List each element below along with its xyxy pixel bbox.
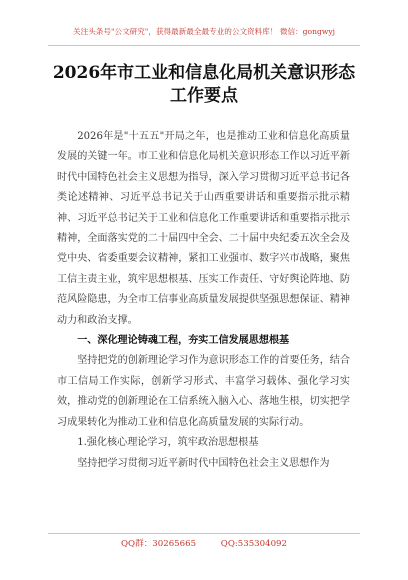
title-line-2: 工作要点 bbox=[170, 86, 238, 106]
subsection-1-paragraph: 坚持把学习贯彻习近平新时代中国特色社会主义思想作为 bbox=[77, 457, 330, 469]
subsection-1-heading: 1.强化核心理论学习，筑牢政治思想根基 bbox=[77, 437, 259, 449]
header-divider bbox=[48, 45, 360, 46]
footer bbox=[0, 538, 408, 550]
footer-qq-group: QQ群：30265665 bbox=[121, 539, 197, 549]
section-1-paragraph: 坚持把党的创新理论学习作为意识形态工作的首要任务，结合市工信局工作实际，创新学习形式、丰富学习载体、强化学习实效，推动党的创新理论在工信系统入脑入心、落地生根，切实把学习成果转化为推动工业和信息化高质量发展的实际行动。 bbox=[57, 355, 350, 428]
document-body bbox=[57, 127, 350, 474]
footer-qq: QQ:535304092 bbox=[220, 539, 287, 549]
title-line-1: 2026年市工业和信息化局机关意识形态 bbox=[52, 63, 356, 83]
footer-divider bbox=[48, 533, 360, 534]
intro-paragraph: 2026年是"十五五"开局之年，也是推动工业和信息化高质量发展的关键一年。市工业和信息化局机关意识形态工作以习近平新时代中国特色社会主义思想为指导，深入学习贯彻习近平总书记各类论述精神、习近平总书记关于山西重要讲话和重要指示批示精神、习近平总书记关于工业和信息化工作重要讲话和重要指示批示精神，全面落实党的二十届四中全会、二十届中央纪委五次全会及党中央、省委重要会议精神，紧扣工业强市、数字兴市战略，聚焦工信主责主业，筑牢思想根基、压实工作责任、守好舆论阵地、防范风险隐患，为全市工信事业高质量发展提供坚强思想保证、精神动力和政治支撑。 bbox=[57, 131, 350, 326]
document-title bbox=[40, 62, 368, 108]
section-1-heading: 一、深化理论铸魂工程，夯实工信发展思想根基 bbox=[77, 335, 290, 347]
header-banner: 关注头条号"公文研究"，获得最新最全最专业的公文资料库！ 微信：gongwyj bbox=[73, 27, 335, 36]
